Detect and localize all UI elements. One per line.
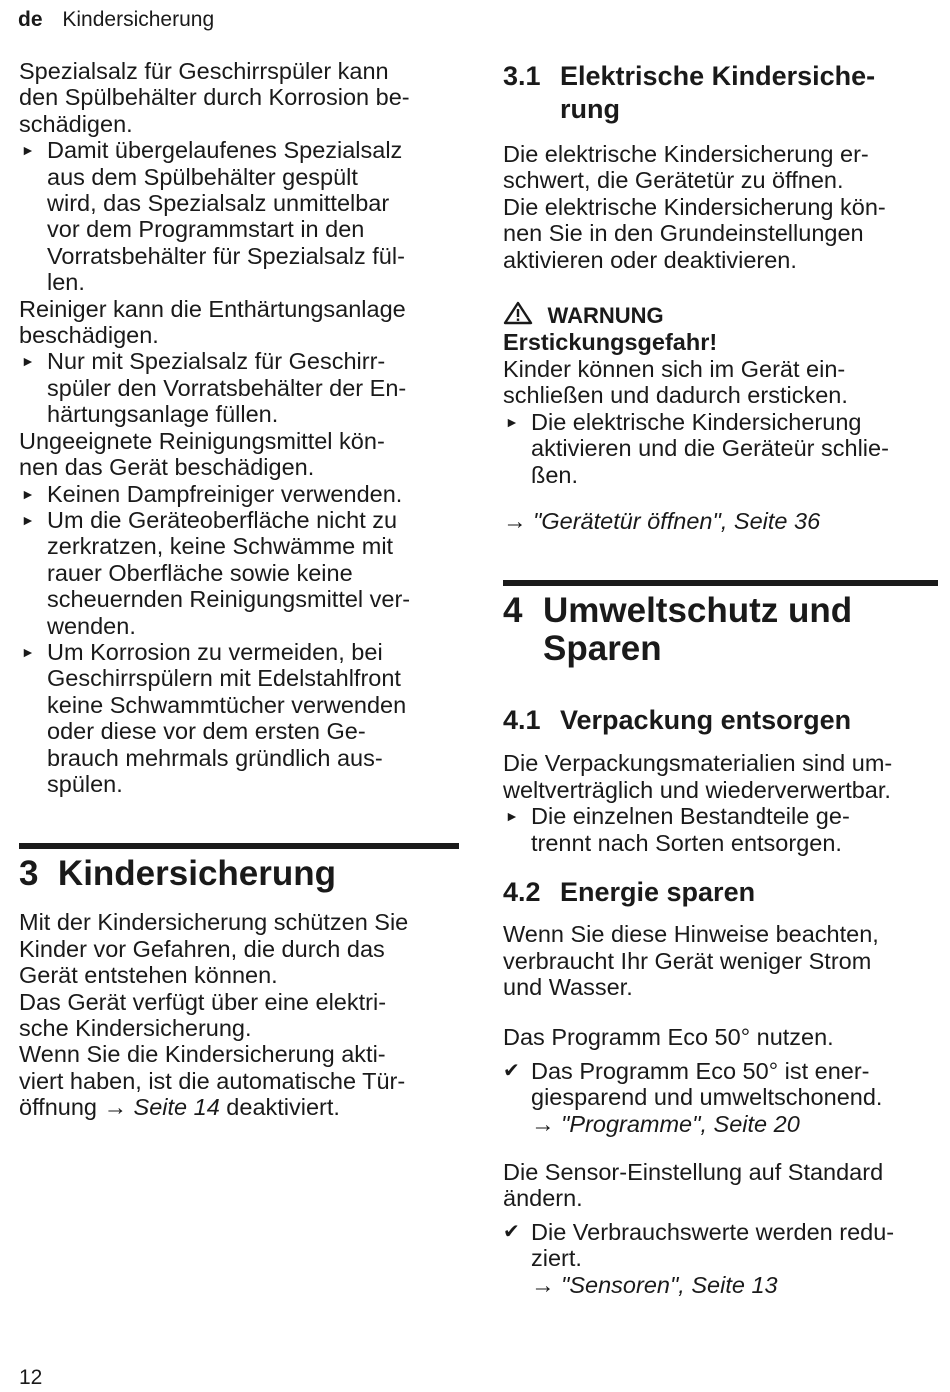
subsection-heading: 3.1 Elektrische Kindersiche- rung [503, 61, 876, 124]
paragraph: Das Programm Eco 50° nutzen. [503, 1024, 834, 1051]
warning-box [503, 301, 940, 488]
checkmark-icon: ✔ [503, 1059, 520, 1082]
page-reference-link[interactable]: "Programme", Seite 20 [554, 1110, 800, 1137]
arrow-right-icon: → [503, 508, 527, 535]
paragraph: Wenn Sie diese Hinweise beachten, verbraucht Ihr Gerät weniger Strom und Wasser. [503, 921, 879, 1000]
subsection-heading: 4.1 Verpackung entsorgen [503, 705, 852, 736]
subsection-heading: 4.2 Energie sparen [503, 877, 756, 908]
list-item: ► Um Korrosion zu vermeiden, bei Geschirrspülern mit Edelstahlfront keine Schwammtücher verwenden oder diese vor dem ersten Ge- brauch mehrmals gründlich aus- spülen. [21, 638, 407, 797]
page-reference-link[interactable]: Seite 14 [127, 1094, 220, 1121]
page-number: 12 [19, 1366, 43, 1389]
section-rule [503, 580, 938, 586]
warning-heading: Erstickungsgefahr! [503, 329, 718, 356]
warning-label: WARNUNG [547, 303, 664, 329]
paragraph: Ungeeignete Reinigungsmittel kön- nen das Gerät beschädigen. [19, 427, 385, 481]
cross-reference[interactable] [503, 508, 940, 534]
paragraph: Die elektrische Kindersicherung kön- nen Sie in den Grundeinstellungen aktivieren oder deaktivieren. [503, 193, 886, 273]
section-rule [19, 843, 459, 849]
list-item: ► Keinen Dampfreiniger verwenden. [21, 480, 403, 507]
header-title: Kindersicherung [62, 8, 215, 31]
checkmark-icon: ✔ [503, 1220, 520, 1243]
triangle-bullet-icon: ► [21, 643, 35, 660]
triangle-bullet-icon: ► [21, 485, 35, 502]
list-item: ► Damit übergelaufenes Spezialsalz aus dem Spülbehälter gespült wird, das Spezialsalz unmittelbar vor dem Programmstart in den Vorratsbehälter für Spezialsalz fül- len. [21, 137, 405, 296]
paragraph: Das Gerät verfügt über eine elektri- sche Kindersicherung. [19, 988, 387, 1041]
section-heading: 4 Umweltschutz und Sparen [503, 591, 853, 669]
paragraph: Die Sensor-Einstellung auf Standard ändern. [503, 1158, 884, 1212]
running-header [18, 8, 214, 32]
paragraph: Wenn Sie die Kindersicherung akti- viert haben, ist die automatische Tür- öffnung → Seite 14 deaktiviert. [19, 1041, 406, 1121]
triangle-bullet-icon: ► [21, 353, 35, 370]
paragraph: Die Verpackungsmaterialien sind um- weltverträglich und wiederverwertbar. [503, 750, 893, 803]
triangle-bullet-icon: ► [21, 142, 35, 159]
page-reference-link[interactable]: "Sensoren", Seite 13 [554, 1271, 778, 1298]
list-item: ► Die elektrische Kindersicherung aktivieren und die Geräteür schlie- ßen. [505, 408, 889, 488]
paragraph: Reiniger kann die Enthärtungsanlage beschädigen. [19, 295, 406, 349]
arrow-right-icon: → [531, 1271, 555, 1298]
result-item: ✔ Das Programm Eco 50° ist ener- giesparend und umweltschonend. → "Programme", Seite 20 [503, 1057, 883, 1137]
language-code: de [18, 8, 43, 31]
section-heading: 3 Kindersicherung [19, 854, 337, 894]
page-reference-link[interactable]: "Gerätetür öffnen", Seite 36 [526, 508, 821, 535]
left-column [19, 58, 459, 1121]
paragraph: Spezialsalz für Geschirrspüler kann den Spülbehälter durch Korrosion be- schädigen. [19, 58, 410, 137]
right-column [503, 58, 940, 1298]
arrow-right-icon: → [103, 1094, 128, 1121]
paragraph: Die elektrische Kindersicherung er- schwert, die Gerätetür zu öffnen. [503, 141, 869, 194]
paragraph: Kinder können sich im Gerät ein- schließen und dadurch ersticken. [503, 356, 848, 409]
triangle-bullet-icon: ► [21, 511, 35, 528]
list-item: ► Die einzelnen Bestandteile ge- trennt nach Sorten entsorgen. [505, 803, 850, 856]
result-item: ✔ Die Verbrauchswerte werden redu- ziert. → "Sensoren", Seite 13 [503, 1218, 895, 1298]
list-item: ► Um die Geräteoberfläche nicht zu zerkratzen, keine Schwämme mit rauer Oberfläche sowie keine scheuernden Reinigungsmittel ver- wenden. [21, 506, 411, 639]
list-item: ► Nur mit Spezialsalz für Geschirr- spüler den Vorratsbehälter der En- härtungsanlage füllen. [21, 348, 407, 428]
warning-triangle-icon [503, 302, 540, 328]
paragraph: Mit der Kindersicherung schützen Sie Kinder vor Gefahren, die durch das Gerät entstehen können. [19, 909, 409, 989]
arrow-right-icon: → [531, 1110, 555, 1137]
triangle-bullet-icon: ► [505, 413, 519, 430]
triangle-bullet-icon: ► [505, 808, 519, 825]
